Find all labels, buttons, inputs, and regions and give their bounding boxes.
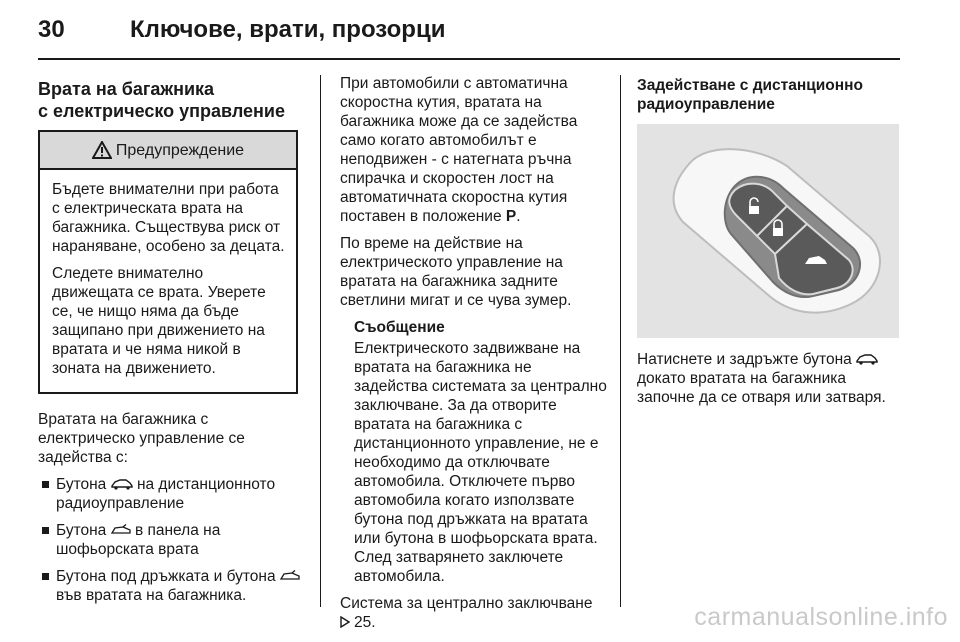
car-icon bbox=[856, 353, 878, 365]
column-divider-right bbox=[620, 75, 621, 607]
middle-column bbox=[340, 74, 608, 640]
reference-text: Система за централно заключване bbox=[340, 595, 593, 612]
remote-key-image bbox=[637, 124, 899, 338]
warning-paragraph-1: Бъдете внимателни при работа с електрическата врата на багажника. Съществува риск от нараняване, особено за децата. bbox=[52, 181, 285, 255]
remote-instruction bbox=[637, 350, 901, 407]
list-item bbox=[38, 475, 300, 513]
intro-text: Вратата на багажника с електрическо управление се задейства с: bbox=[38, 411, 245, 466]
instruction-text-after: докато вратата на багажника започне да се отваря или затваря. bbox=[637, 370, 886, 406]
operation-paragraph: По време на действие на електрическото управление на вратата на багажника задните светлини мигат и се чува зумер. bbox=[340, 235, 572, 309]
page-number: 30 bbox=[38, 16, 65, 43]
list-item bbox=[38, 567, 300, 605]
right-column bbox=[637, 74, 901, 415]
note-title: Съобщение bbox=[354, 319, 445, 336]
warning-header bbox=[40, 132, 296, 170]
car-icon bbox=[111, 478, 133, 490]
warning-box bbox=[38, 130, 298, 394]
reference-page-link[interactable]: 25. bbox=[354, 614, 376, 631]
tailgate-icon bbox=[111, 524, 131, 536]
paragraph-end: . bbox=[516, 208, 521, 225]
list-item bbox=[38, 521, 300, 559]
note-text: Електрическото задвижване на вратата на багажника не задейства системата за централно заключване. За да отворите вратата на багажника с дистанционното управление, не е необходимо да отключвате автомобила. Отключете първо автомобила когато използвате бутона под дръжката на вратата или бутона в шофьорската врата. След затварянето заключете автомобила. bbox=[354, 340, 607, 585]
chapter-title: Ключове, врати, прозорци bbox=[130, 16, 446, 43]
warning-triangle-icon bbox=[92, 141, 112, 159]
left-column bbox=[38, 74, 300, 613]
watermark: carmanualsonline.info bbox=[694, 603, 948, 631]
note-block bbox=[340, 318, 608, 586]
paragraph-text: При автомобили с автоматична скоростна кутия, вратата на багажника може да се задейства само когато автомобилът е неподвижен - с натегната ръчна спирачка и скоростен лост на автоматичната скоростна кутия поставен в положение bbox=[340, 75, 578, 225]
bullet-text-after: във вратата на багажника. bbox=[56, 587, 247, 604]
heading-line-1: Врата на багажника bbox=[38, 79, 215, 99]
section-heading-power-tailgate bbox=[38, 78, 300, 122]
activation-list bbox=[38, 475, 300, 605]
header-rule bbox=[38, 58, 900, 60]
bullet-text-after: на дистанционното радиоуправление bbox=[56, 476, 276, 512]
instruction-text-before: Натиснете и задръжте бутона bbox=[637, 351, 852, 368]
central-locking-reference bbox=[340, 594, 608, 632]
page-reference-icon bbox=[340, 616, 350, 628]
remote-key-illustration bbox=[637, 124, 899, 338]
warning-body bbox=[40, 170, 296, 392]
heading-line-2: с електрическо управление bbox=[38, 101, 285, 121]
bullet-text-before: Бутона под дръжката и бутона bbox=[56, 568, 276, 585]
gear-position-label: P bbox=[505, 208, 517, 225]
tailgate-icon bbox=[280, 570, 300, 582]
warning-title: Предупреждение bbox=[115, 141, 245, 159]
bullet-text-before: Бутона bbox=[56, 522, 107, 539]
bullet-text-before: Бутона bbox=[56, 476, 107, 493]
bullet-text-after: в панела на шофьорската врата bbox=[56, 522, 221, 558]
automatic-transmission-paragraph bbox=[340, 74, 608, 226]
column-divider-left bbox=[320, 75, 321, 607]
warning-paragraph-2: Следете внимателно движещата се врата. Уверете се, че нищо няма да бъде защипано при движението на вратата и че няма никой в зоната на движението. bbox=[52, 265, 266, 377]
remote-control-heading: Задействане с дистанционно радиоуправление bbox=[637, 77, 863, 113]
